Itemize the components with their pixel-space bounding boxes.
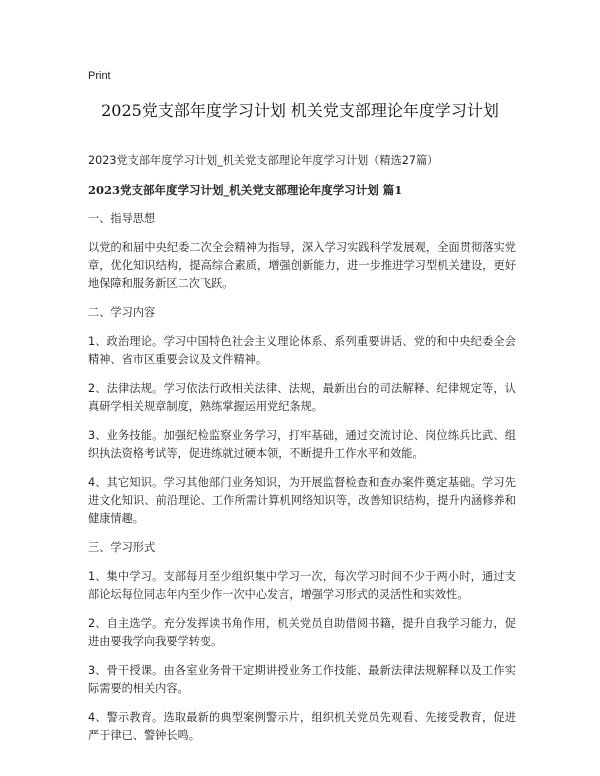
document-subtitle: 2023党支部年度学习计划_机关党支部理论年度学习计划（精选27篇） xyxy=(88,154,439,167)
section-heading-study-forms: 三、学习形式 xyxy=(88,541,156,554)
paragraph-self-study: 2、自主选学。充分发挥读书角作用，机关党员自助借阅书籍，提升自我学习能力，促进由要我学向我要学转变。 xyxy=(88,617,516,648)
section-heading-study-content: 二、学习内容 xyxy=(88,306,156,319)
article-heading: 2023党支部年度学习计划_机关党支部理论年度学习计划 篇1 xyxy=(88,183,403,197)
paragraph-group-study: 1、集中学习。支部每月至少组织集中学习一次，每次学习时间不少于两小时，通过支部论坛每位同志年内至少作一次中心发言，增强学习形式的灵活性和实效性。 xyxy=(88,570,516,601)
document-body xyxy=(88,152,516,756)
print-link[interactable]: Print xyxy=(88,70,111,82)
page-title: 2025党支部年度学习计划 机关党支部理论年度学习计划 xyxy=(101,101,499,120)
paragraph-other-knowledge: 4、其它知识。学习其他部门业务知识，为开展监督检查和查办案件奠定基础。学习先进文化知识、前沿理论、工作所需计算机网络知识等，改善知识结构，提升内涵修养和健康情趣。 xyxy=(88,476,516,525)
paragraph-laws-regulations: 2、法律法规。学习依法行政相关法律、法规，最新出台的司法解释、纪律规定等，认真研学相关规章制度，熟练掌握运用党纪条规。 xyxy=(88,382,516,413)
paragraph-warning-education: 4、警示教育。选取最新的典型案例警示片，组织机关党员先观看、先接受教育，促进严于律已、警钟长鸣。 xyxy=(88,711,516,742)
paragraph-guiding-ideology: 以党的和届中央纪委二次全会精神为指导，深入学习实践科学发展观，全面贯彻落实党章，优化知识结构，提高综合素质，增强创新能力，进一步推进学习型机关建设，更好地保障和服务新区二次飞跃。 xyxy=(88,241,516,290)
paragraph-backbone-lectures: 3、骨干授课。由各室业务骨干定期讲授业务工作技能、最新法律法规解释以及工作实际需要的相关内容。 xyxy=(88,664,516,695)
section-heading-guiding-ideology: 一、指导思想 xyxy=(88,212,156,225)
paragraph-business-skills: 3、业务技能。加强纪检监察业务学习，打牢基础，通过交流讨论、岗位练兵比武、组织执法资格考试等，促进练就过硬本领，不断提升工作水平和效能。 xyxy=(88,429,516,460)
paragraph-political-theory: 1、政治理论。学习中国特色社会主义理论体系、系列重要讲话、党的和中央纪委全会精神、省市区重要会议及文件精神。 xyxy=(88,335,516,366)
